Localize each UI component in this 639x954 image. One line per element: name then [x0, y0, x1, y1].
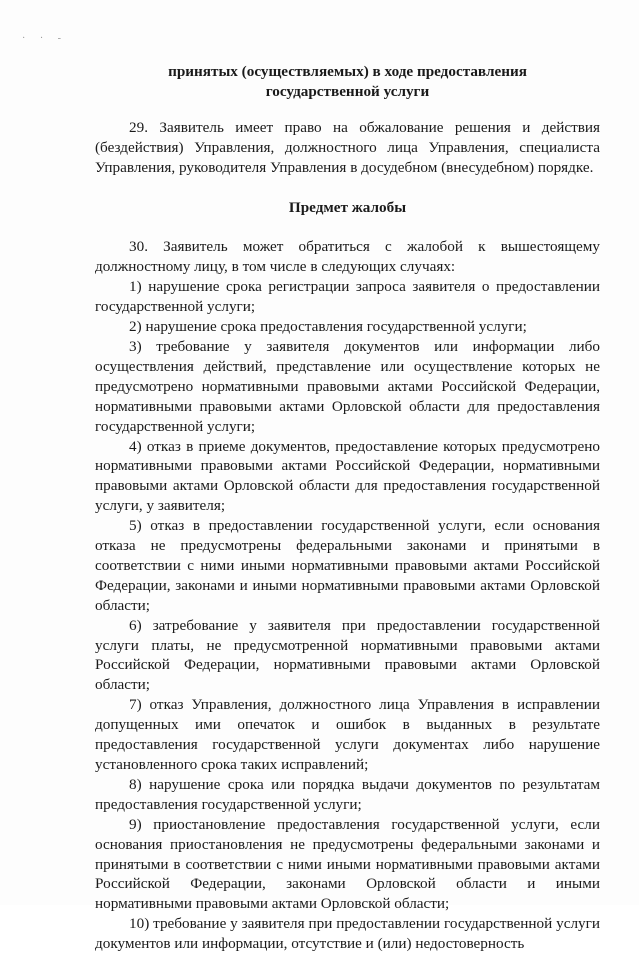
list-item-5: 5) отказ в предоставлении государственной услуги, если основания отказа не предусмотрены федеральными законами и принятыми в соответствии с ними иными нормативными правовыми актами Российской Федерации, законами и иными нормативными правовыми актами Орловской области;	[95, 517, 600, 614]
list-item-3: 3) требование у заявителя документов или информации либо осуществления действий, представление или осуществление которых не предусмотрено нормативными правовыми актами Российской Федерации, нормативными правовыми актами Орловской области для предоставления государственной услуги;	[95, 337, 600, 435]
scan-artifact-marks: · · -	[22, 33, 67, 44]
list-item-1: 1) нарушение срока регистрации запроса заявителя о предоставлении государственной услуги;	[95, 278, 600, 316]
list-item-2: 2) нарушение срока предоставления государственной услуги;	[129, 318, 527, 336]
list-item-4: 4) отказ в приеме документов, предоставление которых предусмотрено нормативными правовыми актами Российской Федерации, нормативными правовыми актами Орловской области для предоставления государственной услуги, у заявителя;	[95, 437, 600, 515]
section-heading-line-2: государственной услуги	[265, 82, 430, 100]
list-item-8: 8) нарушение срока или порядка выдачи документов по результатам предоставления государственной услуги;	[95, 775, 600, 813]
paragraph-29: 29. Заявитель имеет право на обжалование решения и действия (бездействия) Управления, должностного лица Управления, специалиста Управления, руководителя Управления в досудебном (внесудебном) порядке.	[95, 118, 600, 176]
document-body	[95, 62, 600, 954]
list-item-7: 7) отказ Управления, должностного лица Управления в исправлении допущенных ими опечаток и ошибок в выданных в результате предоставления государственной услуги документах либо нарушение установленного срока таких исправлений;	[95, 696, 600, 773]
paragraph-30: 30. Заявитель может обратиться с жалобой к вышестоящему должностному лицу, в том числе в следующих случаях:	[95, 238, 600, 276]
list-item-9: 9) приостановление предоставления государственной услуги, если основания приостановления не предусмотрены федеральными законами и принятыми в соответствии с ними иными нормативными правовыми актами Российской Федерации, законами Орловской области и иными нормативными правовыми актами Орловской области;	[95, 815, 600, 913]
section-heading-line-1: принятых (осуществляемых) в ходе предоставления	[168, 63, 527, 80]
list-item-6: 6) затребование у заявителя при предоставлении государственной услуги платы, не предусмотренной нормативными правовыми актами Российской Федерации, нормативными правовыми актами Орловской области;	[95, 616, 600, 694]
subheading-complaint-subject: Предмет жалобы	[288, 198, 407, 216]
list-item-10: 10) требование у заявителя при предоставлении государственной услуги документов или информации, отсутствие и (или) недостоверность	[95, 915, 600, 953]
